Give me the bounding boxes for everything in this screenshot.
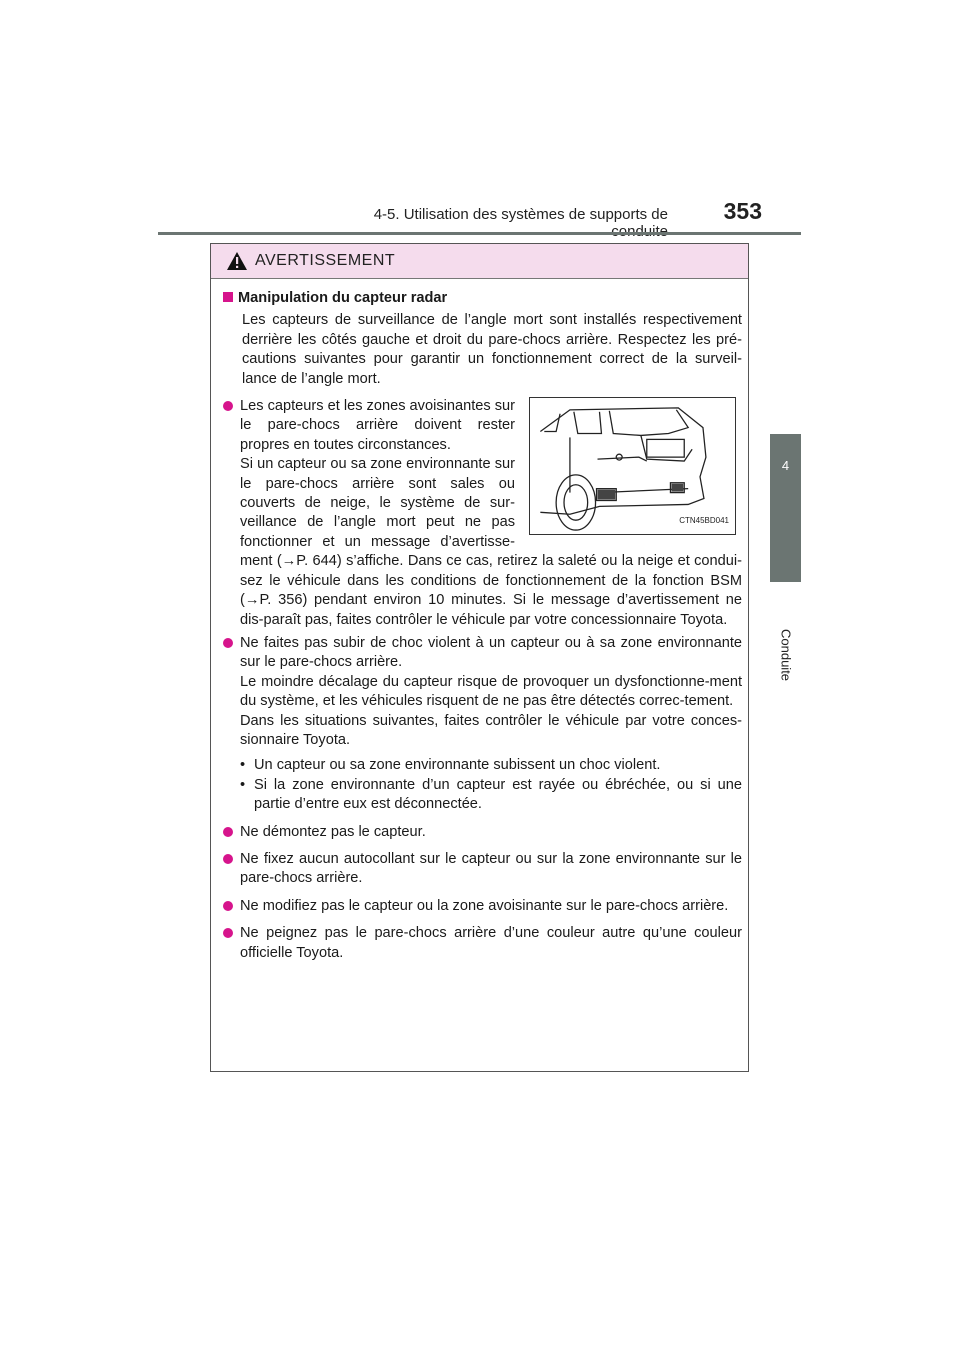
chapter-number: 4 <box>781 458 790 473</box>
sub-bullet-icon: • <box>240 757 246 774</box>
rear-vehicle-figure <box>529 397 736 535</box>
sub-list-item <box>240 756 742 775</box>
bullet-dot-icon <box>223 854 233 864</box>
bullet-paragraph: Les capteurs et les zones avoisinantes sur le pare-chocs arrière doivent rester propres en toutes circonstances. <box>240 398 516 453</box>
sub-list-text: Un capteur ou sa zone environnante subissent un choc violent. <box>254 757 661 774</box>
bullet-dot-icon <box>223 638 233 648</box>
sub-list-item <box>240 776 742 815</box>
bullet-paragraph: Si un capteur ou sa zone environnante sur le pare-chocs arrière sont sales ou couverts de neige, le système de sur-veillance de l’angle mort peut ne pas fonctionner et un message d’avertisse-ment (→P. 644) s’affiche. Dans ce cas, retirez la saleté ou la neige et condui-sez le véhicule dans les conditions de fonctionnement de la fonction BSM (→P. 356) pendant environ 10 minutes. Si le message d’avertissement ne dis-paraît pas, faites contrôler le véhicule par votre concessionnaire Toyota. <box>240 456 742 628</box>
intro-paragraph: Les capteurs de surveillance de l’angle mort sont installés respectivement derrière les côtés gauche et droit du pare-chocs arrière. Respectez les pré-cautions suivantes pour garantir un fonctionnement correct de la surveil-lance de l’angle mort. <box>242 312 742 387</box>
bullet-paragraph: Ne modifiez pas le capteur ou la zone avoisinante sur le pare-chocs arrière. <box>240 897 729 914</box>
bullet-item <box>223 897 742 916</box>
warning-label: AVERTISSEMENT <box>255 252 396 269</box>
bullet-item <box>223 850 742 889</box>
bullet-item <box>223 397 742 630</box>
warning-section-title <box>223 289 742 308</box>
bullet-dot-icon <box>223 401 233 411</box>
bullet-item <box>223 634 742 815</box>
warning-box <box>210 243 749 1072</box>
warning-content <box>211 279 748 963</box>
bullet-dot-icon <box>223 901 233 911</box>
bullet-dot-icon <box>223 827 233 837</box>
page-number: 353 <box>723 198 762 224</box>
section-title: 4-5. Utilisation des systèmes de supports de <box>373 206 668 223</box>
sub-list-text: Si la zone environnante d’un capteur est rayée ou ébréchée, ou si une partie d’entre eux est déconnectée. <box>254 776 742 813</box>
header-rule <box>158 232 801 235</box>
warning-triangle-icon <box>226 251 248 271</box>
bullet-item <box>223 924 742 963</box>
chapter-label: Conduite <box>778 628 794 682</box>
square-bullet-icon <box>223 292 233 302</box>
chapter-tab[interactable] <box>770 434 801 582</box>
figure-code: CTN45BD041 <box>679 515 729 525</box>
bullet-paragraph: Ne faites pas subir de choc violent à un capteur ou à sa zone environnante sur le pare-chocs arrière. <box>240 634 742 671</box>
bullet-paragraph: Dans les situations suivantes, faites contrôler le véhicule par votre conces-sionnaire Toyota. <box>240 712 742 748</box>
section-heading-text: Manipulation du capteur radar <box>238 290 448 306</box>
sub-bullet-icon: • <box>240 776 246 793</box>
sub-list <box>240 756 742 814</box>
bullet-paragraph: Ne fixez aucun autocollant sur le capteur ou sur la zone environnante sur le pare-chocs arrière. <box>240 850 742 887</box>
bullet-paragraph: Ne démontez pas le capteur. <box>240 823 426 840</box>
warning-header <box>211 244 748 279</box>
bullet-paragraph: Le moindre décalage du capteur risque de provoquer un dysfonctionne-ment du système, et les véhicules risquent de ne pas être détectés correc-tement. <box>240 673 742 710</box>
bullet-dot-icon <box>223 928 233 938</box>
bullet-item <box>223 823 742 842</box>
bullet-paragraph: Ne peignez pas le pare-chocs arrière d’une couleur autre qu’une couleur officielle Toyota. <box>240 925 742 961</box>
